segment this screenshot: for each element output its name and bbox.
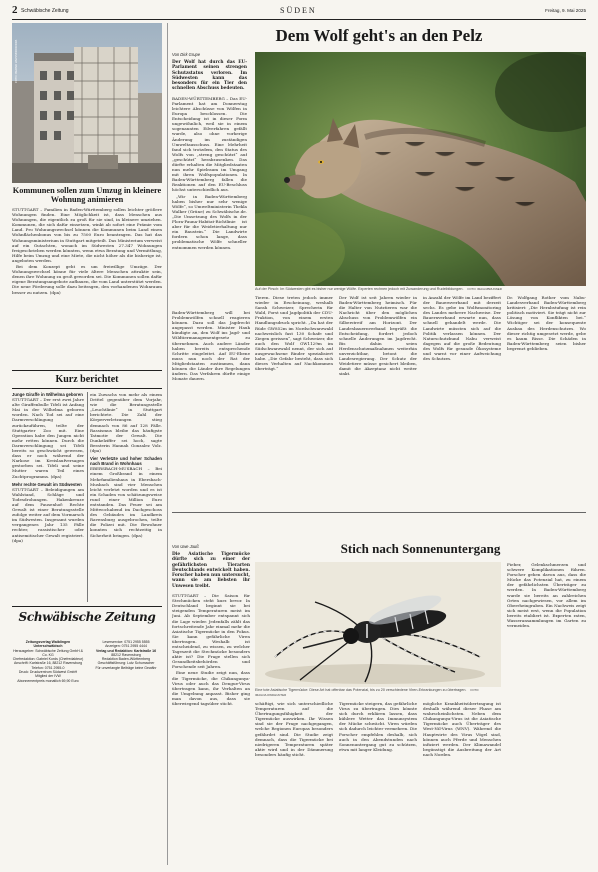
wolf-photo-caption: [255, 287, 586, 292]
section-title: SÜDEN: [280, 6, 317, 15]
wolf-lead: Der Wolf hat durch das EU-Parlament seinen strengen Schutzstatus verloren. Im Südwesten kann das besonders für ein Tier den schnellen Abschuss bedeuten.: [172, 60, 247, 92]
impressum-text: [90, 640, 162, 670]
impressum-text: [12, 640, 84, 683]
impressum-line: Für unverlangte Beiträge keine Gewähr: [95, 665, 157, 670]
impressum-line: Redaktion Baden-Württemberg: [101, 657, 151, 662]
mosquito-photo-caption: [255, 688, 501, 697]
mosquito-column: schäftigt, wie sich unterschiedliche Temperaturen auf die Übertragungsfähigkeit der Tigermücke auswirken. Ihr Wissen sind sie der Frage nachgegangen, welche Regionen Europas besonders gefährdet sind. Die Studie zeigt demnach, dass die Tigermücke bei niedrigeren Temperaturen später aktiv wird und in der Dämmerung besonders häufig sticht.: [255, 701, 333, 757]
mosquito-column: Tigermücke steigern, das gefährliche Virus zu übertragen. Dies könnte sich durch erklären lassen, dass kühlere Wetter das Immunsystem der Mücke schwächt. Viren würden sich dadurch leichter vermehren. Die Forscher empfehlen deshalb, sich auch in den Abendstunden nach Sonnenuntergang gut zu schützen, etwa mit langer Kleidung.: [339, 701, 417, 752]
wolf-column: Tieren. Diese treten jedoch immer wieder in Erscheinung, weshalb Sarah Schweizer, Sprecherin für Wald, Forst und Jagdpolitik der CDU-Fraktion, von einem ersten Handlungsdruck spricht. „Da hat der Rüde GW852m im Nordschwarzwald nachweislich fast 130 Schafe und Ziegen gerissen“, sagt Schweizer, die auch den Wolf GW1129m im Südschwarzwald nennt, der sich auf ausgewachsene Rinder spezialisiert habe. „Die Gefahr besteht, dass sich dieses Verhalten auf Nachkommen überträgt.“: [255, 295, 333, 372]
impressum-line: Mitglied der IVW: [35, 674, 61, 679]
caption-credit: FOTO: IMAGO/LOWDHUNTER: [255, 688, 480, 697]
mosquito-intro-body: [172, 593, 250, 843]
wolf-column: Baden-Württemberg will bei Problemwölfen schnell reagieren können. Dazu soll das Jagdrecht angepasst werden. Minister Hauk kündigte an, den Wolf ins Jagd- und Wildtiermanagementgesetz zu übernehmen. Auch andere Länder haben bereits entsprechende Schritte eingeleitet. Auf EU-Ebene muss nun noch der Rat der Mitgliedstaaten zustimmen, dann können die Länder ihre Regelungen ändern. Das Verfahren dürfte einige Monate dauern.: [172, 310, 250, 382]
impressum-line: Zeitungsverlag Waiblingen Unterschwäbisch: [25, 640, 71, 649]
wolf-byline: Von Dirk Grupe: [172, 52, 201, 57]
mosquito-paragraph: Eine neue Studie zeigt nun, dass die Tigermücke, die Chikungunya-Virus oder auch das Dengue-Virus übertragen kann, ihr Verhalten an die Umgebung anpasst. Bisher ging man davon aus, dass sie überwiegend tagsüber sticht.: [172, 670, 250, 707]
impressum-line: Anzeigen: 0751 2955 4444: [105, 644, 147, 649]
building-photo: [12, 23, 162, 183]
caption-text: Eine tote Asiatische Tigermücke: Diese Art hat offenbar das Potenzial, bis zu 20 verschiedene Viren-Erkrankungen zu übertragen.: [255, 688, 467, 692]
housing-paragraph: STUTTGART – Familien in Baden-Württemberg sollen leichter größere Wohnungen finden. Eine Möglichkeit ist, dass Menschen aus Wohnungen, die eigentlich zu groß für sie sind, in kleinere umziehen. Kommunen, die sich dafür einsetzen, winkt ab sofort eine Prämie vom Land. Pro Wohnungswechsel können die Kommunen beim Land einen Wohnflächenbonus von bis zu 7500 Euro beantragen. Das hat das Wohnungsministerium in Stuttgart mitgeteilt. Das Ministerium verweist auf ein Gutachten, wonach im Südwesten 27.347 Wohnungen freigeschrieben werden könnten, wenn etwa Beratung und Vermittlung, Hilfe beim Umzug und eine Miete, die nicht höher als die bisherige ist, angeboten werden.: [12, 207, 162, 263]
impressum-line: Telefon: 0751 2955-0: [31, 665, 65, 670]
caption-text: Auf der Pirsch: Im Südwesten gibt es bisher nur wenige Wölfe. Experten rechnen jedoch mit Zuwanderung und Rudelbildungen.: [255, 287, 464, 291]
wolf-paragraph: „Wir in Baden-Württemberg haben bisher nur sehr wenige Wölfe“, so Umweltministerin Thekla Walker (Grüne) zu Schwäbische.de. „Die Umsetzung des Wolfs in der Flora-Fauna-Habitat-Richtlinie ist aber für die Weidetierhaltung nur ein Baustein.“ Die Landwirte fordern schon lange, dass problematische Wölfe schneller entnommen werden können.: [172, 193, 247, 250]
issue-date: Freitag, 9. Mai 2025: [545, 8, 586, 13]
impressum-line: Anschrift: Karlstraße 16, 88212 Ravensburg: [13, 661, 83, 666]
housing-body: [12, 207, 162, 367]
impressum-line: Herausgeber: Schwäbische Zeitung GmbH & Co. KG: [13, 648, 83, 657]
wolf-illustration: [255, 52, 586, 286]
impressum-line: Druck: Druckzentrum Südwest GmbH: [18, 670, 78, 675]
impressum-line: Abonnementpreis monatlich 69,90 Euro: [17, 678, 79, 683]
brief-headline: Vier Verletzte und hoher Schaden nach Brand in Wohnhaus: [90, 456, 162, 467]
mosquito-illustration: [255, 562, 501, 687]
photo-credit: FOTO: BERND WEISSBROD/DPA: [14, 39, 18, 83]
mosquito-byline: Von Uwe Jauß: [172, 544, 199, 549]
paper-name: Schwäbische Zeitung: [21, 8, 69, 14]
impressum: [12, 610, 162, 865]
page-header: [12, 4, 586, 18]
mosquito-paragraph: STUTTGART – Die Saison für Stechmücken steht kurz bevor. In Deutschland beginnt sie bei steigenden Temperaturen meist im Juni. Ab September entspannt sich die Lage wieder. Jedenfalls zählt das fortschreitende Jahr einmal mehr die Asiatische Tigermücke in den Fokus. Sie kann gefährliche Viren übertragen. Weshalb ist entscheidend, zu wissen, zu welcher Tageszeit die Stechmücke besonders aktiv ist? Die Frage stellen sich Gesundheitsbehörden und Forschende seit Jahren.: [172, 593, 250, 670]
mosquito-lead: Die Asiatische Tigermücke dürfte sich zu einer der gefährlichsten Tierarten Deutschlands entwickelt haben. Forscher haben nun untersucht, wann sie am liebsten ihr Unwesen treibt.: [172, 552, 250, 589]
brief-headline: Junge Giraffe in Wilhelma geboren: [12, 392, 83, 397]
newspaper-logo: Schwäbische Zeitung: [18, 610, 156, 624]
mosquito-headline: Stich nach Sonnenuntergang: [340, 541, 501, 556]
housing-headline: Kommunen sollen zum Umzug in kleinere Wohnung animieren: [12, 186, 162, 205]
impressum-line: Geschäftsführung: Lutz Schumacher: [97, 661, 155, 666]
kurz-berichtet-title: Kurz berichtet: [55, 374, 119, 385]
wolf-paragraph: BADEN-WÜRTTEMBERG – Das EU-Parlament hat am Donnerstag leichtere Abschüsse von Wölfen in Europa beschlossen. Die Entscheidung ist in dieser Form ungewöhnlich, weil sie in einem sogenannten Eilverfahren gefällt wurde, also ohne vorherige Änderung im zuständigen Umweltausschuss. Eine Mehrheit fand sich trotzdem, den Status des Wolfs von „streng geschützt“ auf „geschützt“ herabzusenken. Das dürfte erhalten die Mitgliedstaaten nun mehr Spielraum im Umgang mit ihren Wolfspopulationen. In Baden-Württemberg fallen die Reaktionen auf den EU-Beschluss höchst unterschiedlich aus.: [172, 95, 247, 193]
brief-body: STUTTGART – Beleidigungen am Wahlstand, Schläge und Todesdrohungen. Hakenkreuze auf dem Pausenhof: Rechte Gewalt ist einer Beratungsstelle zufolge weiter auf dem Vormarsch im Südwesten. Insgesamt wurden vergangenes Jahr 135 Fälle rechter, rassistischer oder antisemitischer Gewalt registriert. (dpa): [12, 486, 84, 543]
housing-paragraph: Bei dem Konzept geht es um freiwillige Umzüge. Der Wohnungswechsel könne für viele ältere Menschen attraktiv sein, denen ihre Wohnung zu groß geworden sei. Die Kommunen sollen dafür eigene Beratungsangebote aufbauen, die vom Land unterstützt werden. Die neue Förderung solle dazu beitragen, den vorhandenen Wohnraum besser zu nutzen. (dpa): [12, 264, 162, 295]
mosquito-photo: [255, 562, 501, 687]
brief-headline: Mehr rechte Gewalt im Südwesten: [12, 481, 82, 487]
impressum-line: Chefredaktion: Gabriel Kords (Chefredakteur): [12, 657, 84, 662]
brief-column: [12, 392, 84, 602]
wolf-intro-body: [172, 96, 247, 286]
mosquito-column: Fieber, Gelenkschmerzen und schwere Komplikationen führen. Forscher gehen davon aus, dass die Mücke das Potenzial hat, zu einem der gefährlichsten Überträger zu werden. In Baden-Württemberg wurde sie bereits an zahlreichen Orten nachgewiesen, vor allem im Oberrheingraben. Ein Nachweis zeigt sich meist erst, wenn die Population bereits etabliert ist. Experten raten, Wasseransammlungen im Garten zu vermeiden.: [507, 562, 586, 629]
mosquito-intro-column: [172, 517, 250, 865]
impressum-line: 88212 Ravensburg: [111, 652, 141, 657]
mosquito-column: mögliche Krankheitsübertragung ist deshalb während dieser Phase am wahrscheinlichsten. Neben dem Chikungunya-Virus ist die Asiatische Tigermücke auch Überträger des West-Nil-Virus (WNV). Während die Hauptwirte des Virus Vögel sind, können auch Pferde und Menschen infiziert werden. Der Klimawandel begünstigt die Ausbreitung der Art nach Norden.: [423, 701, 501, 757]
wolf-headline: Dem Wolf geht's an den Pelz: [275, 26, 483, 45]
caption-credit: FOTO: IMAGO/BRUNNER: [467, 287, 502, 291]
impressum-line: Verlag und Redaktion: Karlstraße 16: [95, 648, 157, 653]
wolf-column: Der Wolf ist seit Jahren wieder in Baden-Württemberg heimisch. Für die Halter von Nutztieren war die Nachricht über den möglichen Abschuss von Problemwölfen ein Silberstreif am Horizont. Der Landesbauernverband begrüßt die Entscheidung, fordert jedoch schnelle Änderungen im Jagdrecht. Bis dahin seien Herdenschutzmaßnahmen weiterhin unverzichtbar, betont die Landesregierung. Der Schutz der Weidetiere müsse gesichert bleiben, damit die Akzeptanz nicht weiter sinkt.: [339, 295, 417, 377]
brief-column: [90, 392, 162, 602]
brief-body: STUTTGART – Der erst zwei Jahre alte Giraffenbulle Tifeli ist Anfang Mai in der Wilhelma geboren worden. Nach Tod sei auf eine Darmverschlingung zurückzuführen, teilte der Stuttgarter Zoo mit. Eine Operation habe den Jungen nicht mehr retten können. Durch die Darmverschlingung sei Tifeli bereits so geschwächt gewesen, dass er noch während der Narkose im Kreislaufversagen gestorben sei. Tifeli und seine Mutter waren Teil eines Zuchtprogramms. (dpa): [12, 397, 84, 479]
brief-body: EBERSBACH-MUSBACH – Bei einem Großbrand in einem Mehrfamilienhaus in Ebersbach-Musbach sind vier Menschen leicht verletzt worden und es ist ein Schaden von schätzungsweise rund einer Million Euro entstanden. Das Feuer sei am Mittwochabend im Dachgeschoss des Gebäudes im Landkreis Ravensburg ausgebrochen, teilte die Polizei mit. Die Bewohner konnten sich rechtzeitig in Sicherheit bringen. (dpa): [90, 466, 162, 538]
impressum-line: Leserservice: 0751 2955 5555: [102, 640, 150, 644]
wolf-column: Dr. Wolfgang Rother vom Nabu-Landesverband Baden-Württemberg kritisiert: „Die Herabstufung ist rein politisch motiviert. Sie trägt nicht zur Lösung von Konflikten bei.“ Wichtiger sei der konsequente Ausbau des Herdenschutzes. Wo dieser richtig umgesetzt werde, gebe es kaum Risse. Die Schäden in Baden-Württemberg seien bisher begrenzt geblieben.: [507, 295, 586, 351]
building-illustration: [12, 23, 162, 183]
wolf-column: in Anzahl der Wölfe im Land beziffert der Bauernverband mit derzeit sechs. Es gebe im Wolfsmonitoring des Landes mehrere Nachweise. Der Bauernverband erwarte nun, dass schnell gehandelt werde. Die Landwirte müssten sich auf die Politik verlassen können. Der Naturschutzbund Nabu verweist dagegen auf die große Bedeutung des Wolfs für gesunde Ökosysteme und warnt vor einer Aufweichung des Schutzes.: [423, 295, 501, 362]
page-number: 2: [12, 4, 18, 16]
wolf-intro-column: [172, 52, 247, 307]
wolf-photo: [255, 52, 586, 286]
brief-body: ein Zuwachs von mehr als einem Drittel gegenüber dem Vorjahr, wie die Beratungsstelle „Leuchtlinie“ in Stuttgart berichtete. Die Zahl der Körperverletzungen stieg demnach von 86 auf 128 Fälle. Rassismus bleibe das häufigste Tatmotiv der Gewalt. Die Dunkelziffer sei hoch, sagte Beraterin Hannah Gonzalez Volz. (dpa): [90, 392, 162, 454]
